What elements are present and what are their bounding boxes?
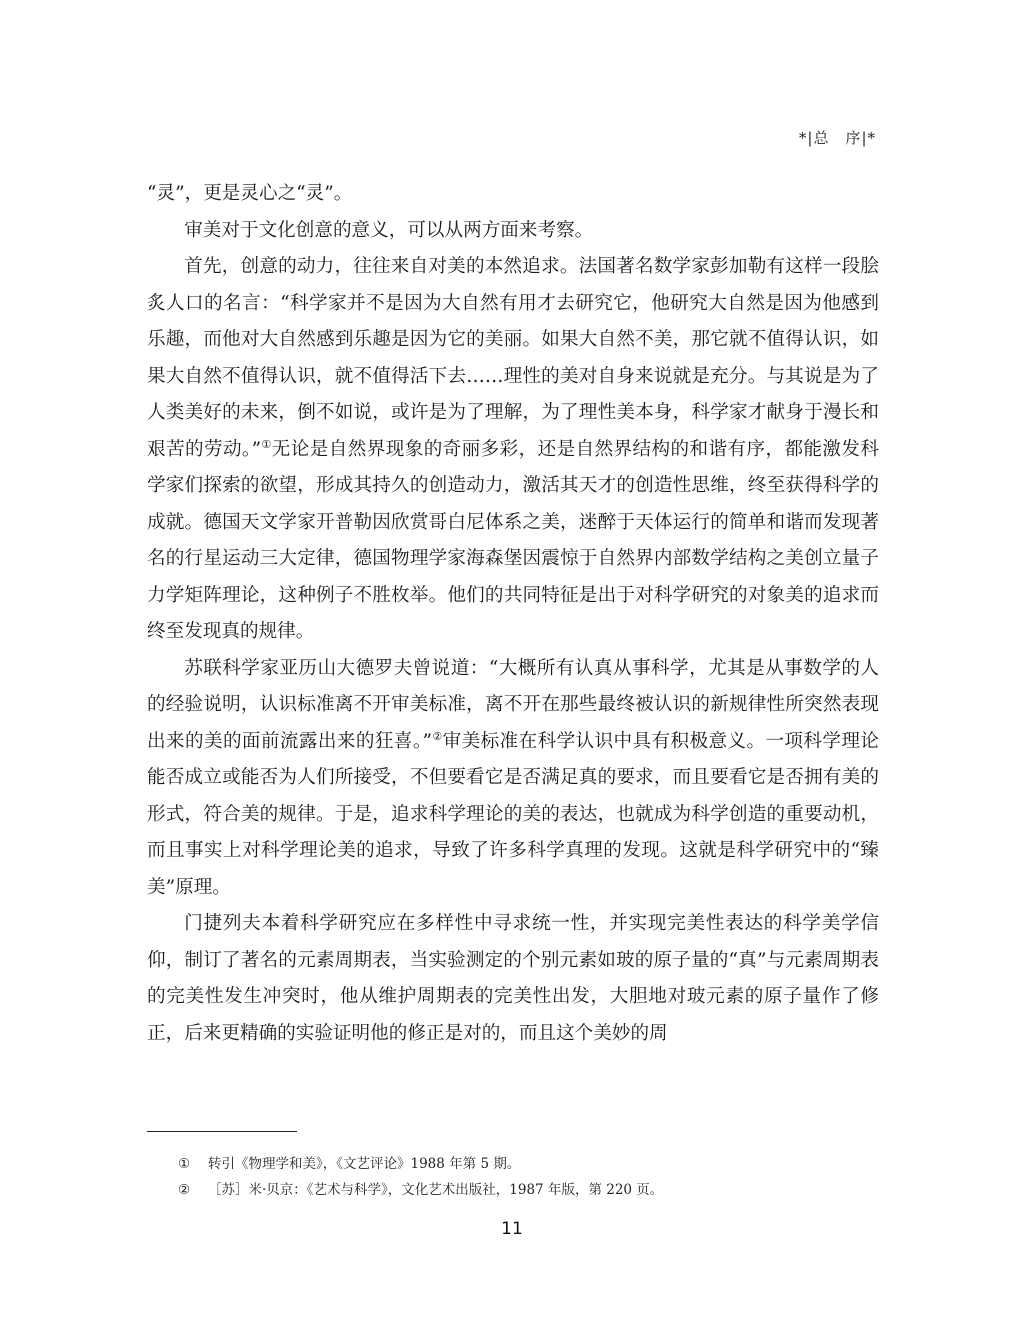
paragraph-3-quote: 首先，创意的动力，往往来自对美的本然追求。法国著名数学家彭加勒有这样一段脍炙人口的名言：“科学家并不是因为大自然有用才去研究它，他研究大自然是因为他感到乐趣，而他对大自然感到乐趣是因为它的美丽。如果大自然不美，那它就不值得认识，如果大自然不值得认识，就不值得活下去……理性的美对自身来说就是充分。与其说是为了人类美好的未来，倒不如说，或许是为了理解，为了理性美本身，科学家才献身于漫长和艰苦的劳动。”	[147, 256, 879, 460]
paragraph-4-rest: 审美标准在科学认识中具有积极意义。一项科学理论能否成立或能否为人们所接受，不但要看它是否满足真的要求，而且要看它是否拥有美的形式，符合美的规律。于是，追求科学理论的美的表达，也就成为科学创造的重要动机，而且事实上对科学理论美的追求，导致了许多科学真理的发现。这就是科学研究中的“臻美”原理。	[147, 730, 879, 898]
footnote-2	[178, 1177, 878, 1203]
footnote-1-text: 转引《物理学和美》，《文艺评论》1988 年第 5 期。	[208, 1156, 521, 1172]
footnote-divider	[147, 1131, 297, 1132]
footnote-2-mark: ②	[178, 1182, 191, 1198]
paragraph-4	[147, 651, 879, 907]
footnote-1	[178, 1151, 878, 1177]
footnotes	[178, 1151, 878, 1203]
paragraph-2: 审美对于文化创意的意义，可以从两方面来考察。	[184, 219, 594, 241]
paragraph-4-quote: 苏联科学家亚历山大德罗夫曾说道：“大概所有认真从事科学，尤其是从事数学的人的经验说明，认识标准离不开审美标准，离不开在那些最终被认识的新规律性所突然表现出来的美的面前流露出来的狂喜。”	[147, 657, 879, 752]
footnote-2-text: ［苏］米·贝京：《艺术与科学》，文化艺术出版社，1987 年版，第 220 页。	[208, 1182, 664, 1198]
footnote-ref-2[interactable]: ②	[432, 729, 443, 743]
running-header: *|总 序|*	[798, 129, 876, 147]
paragraph-1: “灵”，更是灵心之“灵”。	[147, 183, 353, 204]
body-text	[147, 176, 879, 1052]
footnote-ref-1[interactable]: ①	[261, 437, 272, 451]
paragraph-3	[147, 249, 879, 651]
footnote-1-mark: ①	[178, 1156, 191, 1172]
paragraph-5: 门捷列夫本着科学研究应在多样性中寻求统一性，并实现完美性表达的科学美学信仰，制订了著名的元素周期表，当实验测定的个别元素如玻的原子量的“真”与元素周期表的完美性发生冲突时，他从维护周期表的完美性出发，大胆地对玻元素的原子量作了修正，后来更精确的实验证明他的修正是对的，而且这个美妙的周	[147, 913, 879, 1044]
paragraph-3-rest: 无论是自然界现象的奇丽多彩，还是自然界结构的和谐有序，都能激发科学家们探索的欲望，形成其持久的创造动力，激活其天才的创造性思维，终至获得科学的成就。德国天文学家开普勒因欣赏哥白尼体系之美，迷醉于天体运行的简单和谐而发现著名的行星运动三大定律，德国物理学家海森堡因震惊于自然界内部数学结构之美创立量子力学矩阵理论，这种例子不胜枚举。他们的共同特征是出于对科学研究的对象美的追求而终至发现真的规律。	[147, 438, 879, 642]
page-number: 11	[501, 1219, 523, 1239]
